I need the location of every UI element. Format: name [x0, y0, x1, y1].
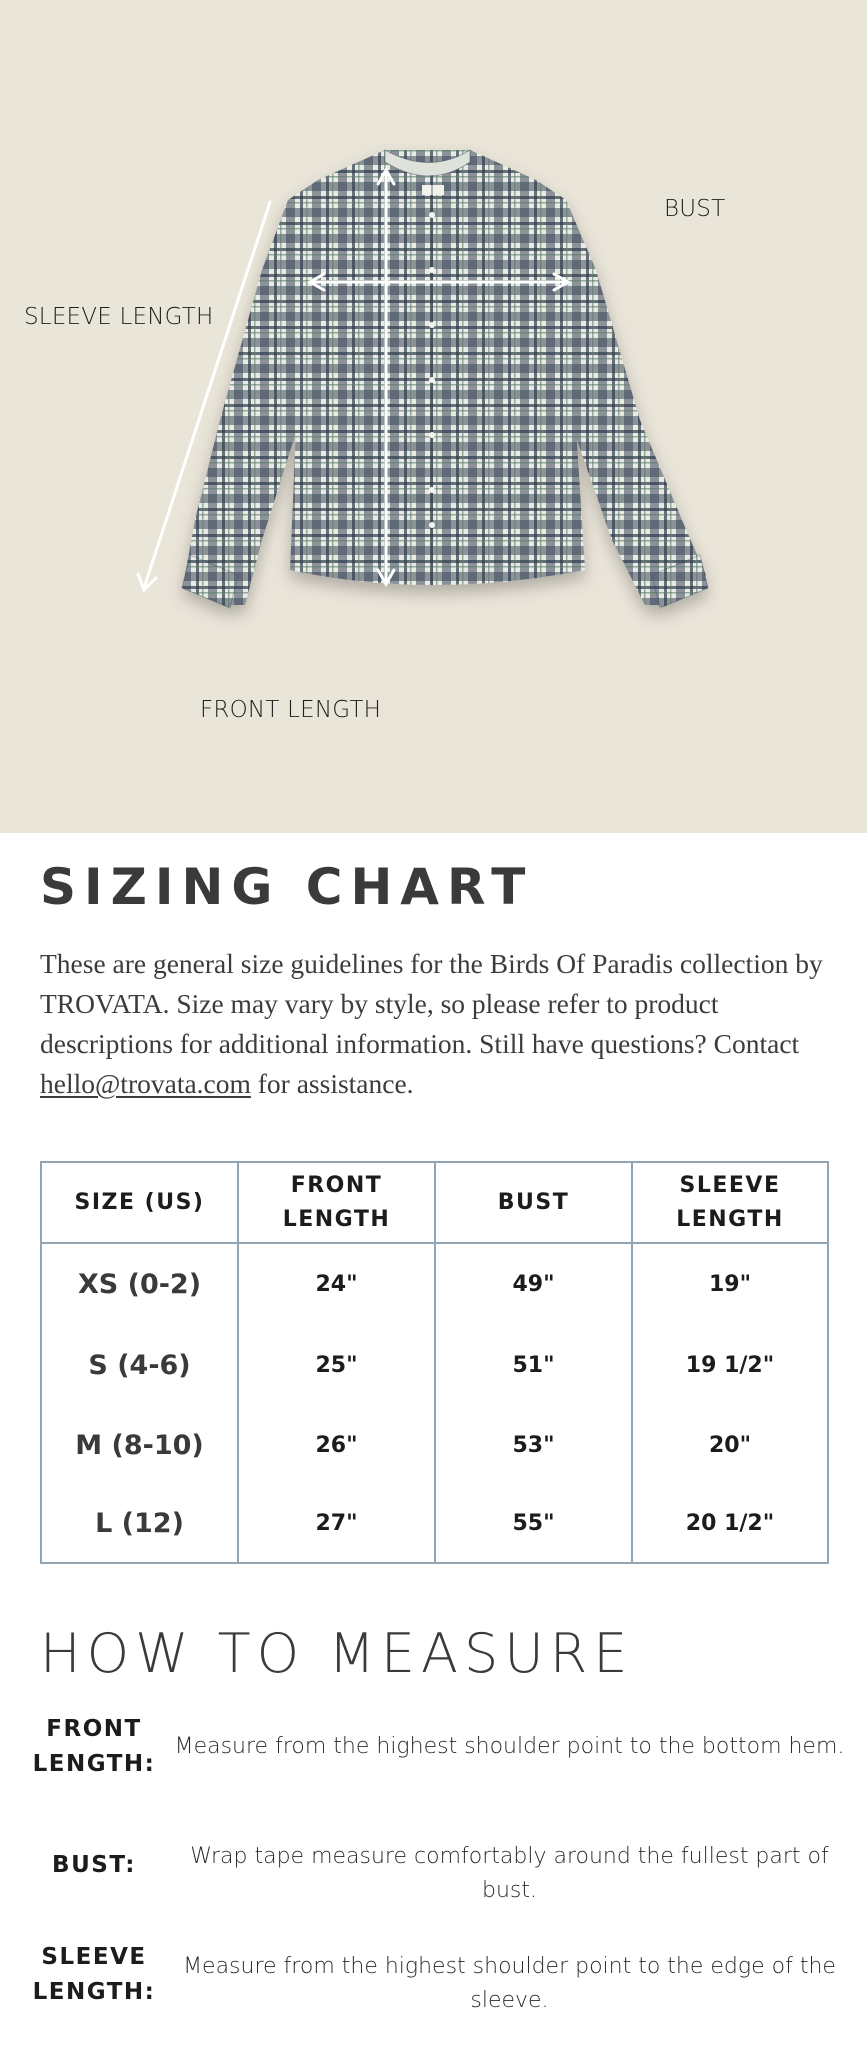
measure-description: Measure from the highest shoulder point to the edge of the sleeve.: [183, 1954, 836, 2013]
measure-term: SLEEVE LENGTH:: [32, 1944, 156, 2005]
front-length-label: FRONT LENGTH: [200, 697, 382, 723]
sleeve-length-cell: 19 1/2": [632, 1325, 828, 1405]
table-header-row: [41, 1162, 828, 1243]
measure-description: Measure from the highest shoulder point to the bottom hem.: [174, 1734, 845, 1759]
measure-item-bust: [20, 1840, 847, 1910]
sizing-table: [40, 1161, 829, 1564]
intro-text: These are general size guidelines for the Birds Of Paradis collection by TROVATA. Size may vary by style, so please refer to product descriptions for additional information. Still have questions? Contact: [40, 948, 823, 1059]
size-cell: M (8-10): [41, 1405, 238, 1485]
front-length-cell: 25": [238, 1325, 435, 1405]
measure-item-front-length: [20, 1712, 847, 1792]
table-row: [41, 1405, 828, 1485]
sleeve-length-cell: 20 1/2": [632, 1485, 828, 1563]
measure-term: BUST:: [52, 1852, 136, 1878]
bust-cell: 53": [435, 1405, 632, 1485]
table-row: [41, 1325, 828, 1405]
size-cell: L (12): [41, 1485, 238, 1563]
header-size: SIZE (US): [41, 1162, 238, 1243]
header-sleeve-length: SLEEVE LENGTH: [632, 1162, 828, 1243]
table-row: [41, 1485, 828, 1563]
shirt-shape: [182, 150, 708, 608]
bust-label: BUST: [664, 196, 726, 222]
front-length-cell: 26": [238, 1405, 435, 1485]
garment-diagram: [0, 0, 867, 833]
header-bust: BUST: [435, 1162, 632, 1243]
intro-text-end: for assistance.: [250, 1068, 414, 1099]
contact-email-link[interactable]: hello@trovata.com: [40, 1068, 251, 1099]
measure-item-sleeve-length: [20, 1940, 847, 2020]
measure-description: Wrap tape measure comfortably around the fullest part of bust.: [190, 1844, 829, 1903]
table-row: [41, 1243, 828, 1325]
sleeve-length-label: SLEEVE LENGTH: [24, 304, 214, 330]
front-length-cell: 24": [238, 1243, 435, 1325]
measure-term: FRONT LENGTH:: [32, 1716, 156, 1777]
bust-cell: 55": [435, 1485, 632, 1563]
size-cell: XS (0-2): [41, 1243, 238, 1325]
header-front-length: FRONT LENGTH: [238, 1162, 435, 1243]
bust-cell: 51": [435, 1325, 632, 1405]
how-to-measure-title: HOW TO MEASURE: [40, 1622, 634, 1685]
shirt-illustration: [0, 0, 867, 833]
sleeve-length-cell: 19": [632, 1243, 828, 1325]
bust-cell: 49": [435, 1243, 632, 1325]
size-cell: S (4-6): [41, 1325, 238, 1405]
sleeve-length-cell: 20": [632, 1405, 828, 1485]
front-length-cell: 27": [238, 1485, 435, 1563]
sizing-chart-title: SIZING CHART: [40, 858, 534, 916]
sizing-intro: [40, 944, 840, 1104]
